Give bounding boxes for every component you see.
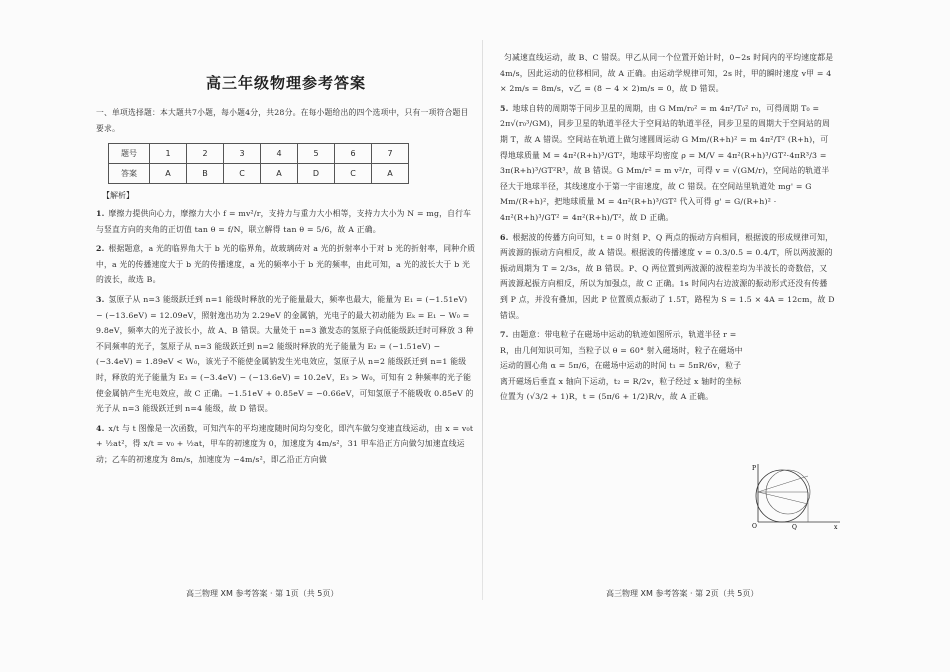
page-title: 高三年级物理参考答案 [205, 74, 366, 92]
ray-line [758, 476, 808, 492]
answer-cell: B [187, 164, 224, 184]
item-number: 6. [500, 232, 509, 242]
item-number: 1. [96, 209, 105, 218]
left-page [96, 44, 476, 472]
answer-cell: D [298, 164, 335, 184]
answer-cell: A [372, 164, 409, 184]
item-number: 7. [500, 330, 509, 340]
item-text: 摩擦力提供向心力，摩擦力大小 f = mv²/r，支持力与重力大小相等，支持力大小为 N = mg，自行车与竖直方向的夹角的正切值 tan θ = f/N，联立解得 tan θ = 5/6，故 A 正确。 [96, 209, 472, 234]
item-text: 根据题意，a 光的临界角大于 b 光的临界角，故玻璃砖对 a 光的折射率小于对 b 光的折射率，同种介质中，a 光的传播速度大于 b 光的传播速度，a 光的频率小于 b 光的频率，由此可知，a 光的波长大于 b 光的波长，故选 B。 [96, 244, 476, 285]
item-text: x/t 与 t 图像是一次函数，可知汽车的平均速度随时间均匀变化，即汽车做匀变速直线运动，由 x = v₀t + ½at²，得 x/t = v₀ + ½at，甲车的初速度为 0，加速度为 4m/s²，31 甲车沿正方向做匀加速直线运动；乙车的初速度为 8m/s，加速度为 −4m/s²，即乙沿正方向做 [96, 423, 474, 464]
answer-cell: A [261, 164, 298, 184]
item-text: 根据波的传播方向可知，t = 0 时刻 P、Q 两点的振动方向相同，根据波的形成规律可知，两波源的振动方向相反，故 A 错误。根据波的传播速度 v = 0.3/0.5 = 0.4/T，所以两波源的振动周期为 T = 2/3s，故 B 错误。P、Q 两位置到两波源的波程差均为半波长的奇数倍，又两波源起振方向相反，所以为加强点，故 C 正确。1s 时间内右边波源的振动形式还没有传播到 P 点，并没有叠加，因此 P 位置质点振动了 1.5T，路程为 S = 1.5 × 4A = 12cm，故 D 错误。 [500, 232, 835, 320]
item-number: 2. [96, 244, 105, 254]
question-number: 4 [261, 144, 298, 164]
solution-item [96, 421, 476, 468]
right-page [500, 50, 835, 409]
header-label: 题号 [109, 144, 150, 164]
solution-item [500, 101, 835, 226]
solution-item [500, 230, 835, 324]
answer-cell: C [224, 164, 261, 184]
footer-left: 高三物理 XM 参考答案 · 第 1页（共 5页） [186, 589, 339, 598]
intro-text: 一、单项选择题：本大题共7小题，每小题4分，共28分。在每小题给出的四个选项中，只有一项符合题目要求。 [96, 108, 469, 133]
label-x: x [834, 524, 838, 530]
solution-item [96, 241, 476, 288]
question-number: 6 [335, 144, 372, 164]
magnetic-field-figure [752, 462, 842, 530]
answer-table [108, 143, 409, 184]
question-number: 7 [372, 144, 409, 164]
solution-item [96, 206, 476, 237]
question-number: 1 [150, 144, 187, 164]
item-text: 匀减速直线运动，故 B、C 错误。甲乙从同一个位置开始计时，0~2s 时间内的平均速度都是 4m/s，因此运动的位移相同，故 A 正确。由运动学规律可知，2s 时，甲的瞬时速度 v甲 = 4 × 2m/s = 8m/s，v乙 = (8 − 4 × 2)m/s = 0，故 D 错误。 [500, 53, 834, 94]
item-text: 氢原子从 n=3 能级跃迁到 n=1 能级时释放的光子能量最大，频率也最大，能量为 E₁ = (−1.51eV) − (−13.6eV) = 12.09eV，照射逸出功为 2.29eV 的金属钠，光电子的最大初动能为 Eₖ = E₁ − W₀ = 9.8eV，频率大的光子波长小，故 A、B 错误。大量处于 n=3 激发态的氢原子向低能级跃迁时可释放 3 种不同频率的光子，氢原子从 n=3 能级跃迁到 n=2 能级时释放的光子能量为 E₂ = (−1.51eV) − (−3.4eV) = 1.89eV < W₀，该光子不能使金属钠发生光电效应，氢原子从 n=2 能级跃迁到 n=1 能级时，释放的光子能量为 E₃ = (−3.4eV) − (−13.6eV) = 10.2eV，E₃ > W₀，可知有 2 种频率的光子能使金属钠产生光电效应，故 C 正确。−1.51eV + 0.85eV = −0.66eV，可知氢原子不能吸收 0.85eV 的光子从 n=3 能级跃迁到 n=4 能级，故 D 错误。 [96, 294, 474, 414]
label-q: Q [792, 524, 797, 530]
page-divider [482, 40, 483, 600]
footer-right: 高三物理 XM 参考答案 · 第 2页（共 5页） [606, 589, 759, 598]
item-text: 地球自转的周期等于同步卫星的周期，由 G Mm/r₀² = m 4π²/T₀² r₀，可得周期 T₀ = 2π√(r₀³/GM)，同步卫星的轨道半径大于空间站的轨道半径，同步卫星的周期大于空间站的周期 T，故 A 错误。空间站在轨道上做匀速圆周运动 G Mm/(R+h)² = m 4π²/T² (R+h)，可得地球质量 M = 4π²(R+h)³/GT²，地球平均密度 ρ = M/V = 4π²(R+h)³/GT²·4πR³/3 = 3π(R+h)³/GT²R³，故 B 错误。G Mm/r² = m v²/r，可得 v = √(GM/r)，空间站的轨道半径大于地球半径，其线速度小于第一宇宙速度，故 C 错误。在空间站里轨道处 mg' = G Mm/(R+h)²，把地球质量 M = 4π²(R+h)³/GT² 代入可得 g' = G/(R+h)² · 4π²(R+h)³/GT² = 4π²(R+h)/T²，故 D 正确。 [500, 103, 831, 222]
label-o: O [752, 523, 757, 530]
item-number: 5. [500, 103, 509, 113]
item-number: 4. [96, 423, 105, 433]
label-p: P [752, 465, 757, 472]
item-text: 由题意：带电粒子在磁场中运动的轨迹如图所示，轨道半径 r = R，由几何知识可知，当粒子以 θ = 60° 射入磁场时，粒子在磁场中运动的圆心角 α = 5π/6，在磁场中运动的时间 t₁ = 5πR/6v，粒子离开磁场后垂直 x 轴向下运动，t₂ = R/2v，粒子经过 x 轴时的坐标位置为 (√3/2 + 1)R，t = (5π/6 + 1/2)R/v，故 A 正确。 [500, 330, 743, 402]
solution-item [500, 50, 835, 97]
field-circle [756, 470, 808, 522]
answer-table-header-row [109, 144, 409, 164]
solution-item [500, 327, 835, 405]
ray-line [758, 492, 808, 504]
answer-table-answer-row [109, 164, 409, 184]
solution-item [96, 292, 476, 417]
question-number: 5 [298, 144, 335, 164]
question-number: 2 [187, 144, 224, 164]
answer-label: 答案 [109, 164, 150, 184]
item-number: 3. [96, 294, 105, 304]
answer-cell: C [335, 164, 372, 184]
question-number: 3 [224, 144, 261, 164]
answer-cell: A [150, 164, 187, 184]
analysis-heading: 【解析】 [102, 191, 134, 200]
